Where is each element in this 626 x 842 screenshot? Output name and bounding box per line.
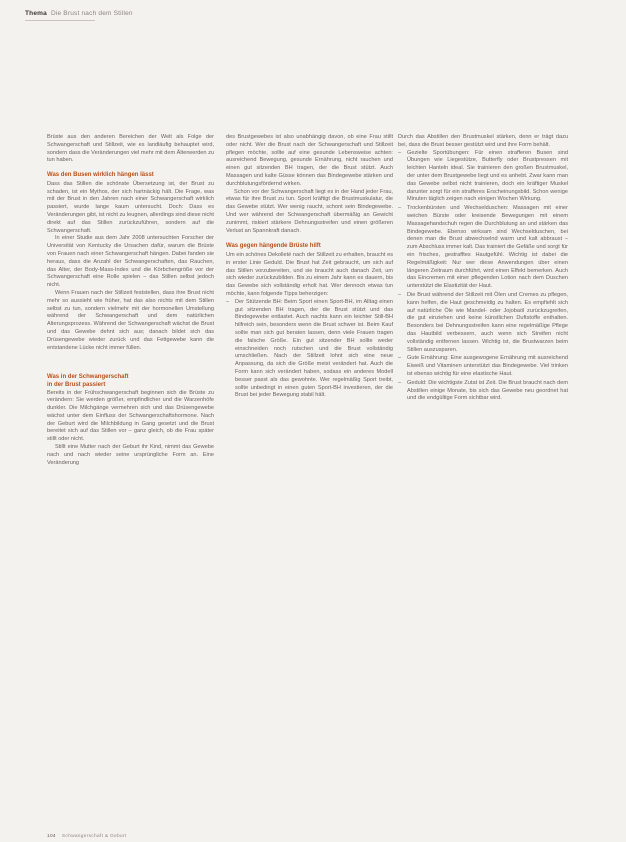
list-item bbox=[398, 355, 568, 378]
dash-bullet-icon: – bbox=[398, 205, 402, 212]
list-item-text: Trockenbürsten und Wechselduschen: Massagen mit einer weichen Bürste oder kreisende Bewegungen mit einem Massagehandschuh regen die Durchblutung an und stärken das Bindegewebe. Ebenso wirksam sind Wechselduschen, bei denen man die Brust abwechselnd warm und kalt abbraust – zum Abschluss immer kalt. Das trainiert die Gefäße und sorgt für ein frisches, gestrafftes Hautgefühl. Wichtig ist dabei die Regelmäßigkeit: Nur wer diese Anwendungen über einen längeren Zeitraum durchführt, wird einen Effekt bemerken. Auch das Eincremen mit einer pflegenden Lotion nach dem Duschen unterstützt die Elastizität der Haut. bbox=[407, 205, 568, 290]
paragraph: Durch das Abstillen den Brustmuskel stärken, denn er trägt dazu bei, dass die Brust besser gestützt wird und ihre Form behält. bbox=[398, 134, 568, 148]
paragraph: Um ein schönes Dekolleté nach der Stillzeit zu erhalten, braucht es in erster Linie Geduld. Die Brust hat Zeit gebraucht, um sich auf das Stillen vorzubereiten, und sie braucht auch danach Zeit, um sich wieder zurückzubilden. Bis zu einem Jahr kann es dauern, bis das Gewebe sich vollständig erholt hat. Wer dennoch etwas tun möchte, kann folgende Tipps beherzigen: bbox=[226, 251, 393, 297]
dash-bullet-icon: – bbox=[398, 291, 402, 298]
page-number: 104 bbox=[47, 834, 56, 839]
paragraph: Brüste aus den anderen Bereichen der Welt als Folge der Schwangerschaft und Stillzeit, wie es landläufig behauptet wird, sondern dass die Veränderungen viel mehr mit dem Älterwerden zu tun haben. bbox=[47, 134, 214, 164]
footer-publication: Schwangerschaft & Geburt bbox=[61, 834, 127, 839]
subheading-line-2: in der Brust passiert bbox=[47, 381, 106, 388]
list-item bbox=[398, 292, 568, 354]
header-divider bbox=[25, 20, 95, 21]
paragraph: In einer Studie aus dem Jahr 2008 untersuchten Forscher der Universität von Kentucky die Ursachen dafür, warum die Brüste von Frauen nach einer Schwangerschaft hängen. Dabei fanden sie heraus, dass die Anzahl der Schwangerschaften, das Rauchen, das Alter, der Body-Mass-Index und die Körbchengröße vor der Schwangerschaft eine Rolle spielen – das Stillen selbst jedoch nicht. bbox=[47, 235, 214, 289]
list-item-text: Die Brust während der Stillzeit mit Ölen und Cremes zu pflegen, kann helfen, die Haut geschmeidig zu halten. Es empfiehlt sich auf natürliche Öle wie Mandel- oder Jojobaöl zurückzugreifen, die gut einziehen und keine künstlichen Duftstoffe enthalten. Besonders bei Dehnungsstreifen kann eine regelmäßige Pflege das Hautbild verbessern, auch wenn sich Streifen nicht vollständig entfernen lassen. Wichtig ist, die Brustwarzen beim Stillen auszusparen. bbox=[407, 291, 568, 353]
list-item bbox=[398, 380, 568, 403]
section-keyword: Thema bbox=[25, 10, 47, 17]
subheading: Was den Busen wirklich hängen lässt bbox=[47, 172, 154, 179]
paragraph: Schon vor der Schwangerschaft liegt es in der Hand jeder Frau, etwas für ihre Brust zu tun. Sport kräftigt die Brustmuskulatur, die das Gewebe stützt. Wer wenig raucht, schont sein Bindegewebe. Und wer während der Schwangerschaft übermäßig an Gewicht zunimmt, riskiert stärkere Dehnungsstreifen und einen größeren Verlust an Spannkraft danach. bbox=[226, 188, 393, 234]
subheading-line-1: Was in der Schwangerschaft bbox=[47, 374, 129, 381]
dash-bullet-icon: – bbox=[398, 355, 402, 362]
tips-list bbox=[226, 299, 393, 400]
section-subtitle: Die Brust nach dem Stillen bbox=[50, 10, 133, 17]
paragraph: Dass das Stillen die schönste Übersetzung ist, der Brust zu schaden, ist ein Mythos, der sich hartnäckig hält. Die Frage, was mit der Brust in den Jahren nach einer Schwangerschaft wirklich passiert, wurde lange kaum untersucht. Doch: Dass es Veränderungen gibt, ist nicht zu leugnen, allerdings sind diese nicht direkt auf das Stillen zurückzuführen, sondern auf die Schwangerschaft. bbox=[47, 180, 214, 234]
text-column-1 bbox=[47, 134, 214, 467]
list-item-text: Gezielte Sportübungen: Für einen strafferen Busen sind Übungen wie Liegestütze, Butterfly oder Brustpressen mit leichten Hanteln ideal. Sie trainieren den großen Brustmuskel, der unter dem Brustgewebe liegt und es anhebt. Zwar kann man das Gewebe selbst nicht trainieren, doch ein kräftiger Muskel darunter sorgt für ein strafferes Erscheinungsbild. Schon wenige Minuten täglich zeigen nach einigen Wochen Wirkung. bbox=[407, 149, 568, 203]
list-item bbox=[398, 150, 568, 205]
paragraph: Stillt eine Mutter nach der Geburt ihr Kind, nimmt das Gewebe nach und nach wieder seine ursprüngliche Form an. Eine Veränderung bbox=[47, 444, 214, 466]
text-column-3 bbox=[398, 134, 568, 404]
text-column-2 bbox=[226, 134, 393, 401]
paragraph: Wenn Frauen nach der Stillzeit feststellen, dass ihre Brust nicht mehr so aussieht wie früher, hat das also nichts mit dem Stillen selbst zu tun, sondern vielmehr mit der hormonellen Umstellung während der Schwangerschaft und dem natürlichen Alterungsprozess. Während der Schwangerschaft wächst die Brust und das Gewebe dehnt sich aus; danach bildet sich das Drüsengewebe wieder zurück und das Fettgewebe kann die entstandene Lücke nicht immer füllen. bbox=[47, 289, 214, 351]
list-item-text: Geduld: Die wichtigste Zutat ist Zeit. Die Brust braucht nach dem Abstillen einige Monate, bis sich das Gewebe neu geordnet hat und die endgültige Form sichtbar wird. bbox=[407, 379, 568, 402]
subheading: Was gegen hängende Brüste hilft bbox=[226, 243, 321, 250]
dash-bullet-icon: – bbox=[226, 298, 230, 305]
dash-bullet-icon: – bbox=[398, 379, 402, 386]
list-item-text: Der Stützende BH: Beim Sport einen Sport-BH, im Alltag einen gut sitzenden BH tragen, der die Brust stützt und das Bindegewebe entlastet. Auch nachts kann ein leichter Still-BH hilfreich sein, besonders wenn die Brust schwer ist. Beim Kauf sollte man sich gut beraten lassen, denn viele Frauen tragen die falsche Größe. Ein gut sitzender BH sollte weder einschneiden noch rutschen und die Brust vollständig umschließen. Nach der Stillzeit lohnt sich eine neue Anpassung, da sich die Größe meist verändert hat. Auch die Form kann sich verändert haben, sodass ein anderes Modell besser passt als das gewohnte. Wer regelmäßig Sport treibt, sollte unbedingt in einen guten Sport-BH investieren, der die Brust bei jeder Bewegung stabil hält. bbox=[235, 298, 393, 399]
page-footer bbox=[47, 834, 126, 839]
paragraph: Bereits in der Frühschwangerschaft beginnen sich die Brüste zu verändern: Sie werden größer, empfindlicher und die Warzenhöfe dunkler. Die Milchgänge vermehren sich und das Drüsengewebe wächst unter dem Einfluss der Schwangerschaftshormone. Nach der Geburt wird die Milchbildung in Gang gesetzt und die Brust bereitet sich auf das Stillen vor – ganz gleich, ob die Frau später stillt oder nicht. bbox=[47, 389, 214, 443]
list-item-text: Gute Ernährung: Eine ausgewogene Ernährung mit ausreichend Eiweiß und Vitaminen unterstützt das Bindegewebe. Viel trinken ist ebenso wichtig für eine elastische Haut. bbox=[407, 355, 568, 377]
tips-list bbox=[398, 150, 568, 404]
paragraph: des Brustgewebes ist also unabhängig davon, ob eine Frau stillt oder nicht. Wer die Brust nach der Schwangerschaft und Stillzeit pflegen möchte, sollte auf eine gesunde Lebensweise achten: ausreichend Bewegung, gesunde Ernährung, nicht rauchen und einen gut sitzenden BH tragen, der die Brust stützt. Auch Massagen und kalte Güsse können das Bindegewebe stärken und durchblutungsfördernd wirken. bbox=[226, 134, 393, 187]
subheading bbox=[47, 374, 214, 389]
dash-bullet-icon: – bbox=[398, 149, 402, 156]
list-item bbox=[226, 299, 393, 400]
running-header bbox=[25, 10, 133, 17]
list-item bbox=[398, 205, 568, 291]
